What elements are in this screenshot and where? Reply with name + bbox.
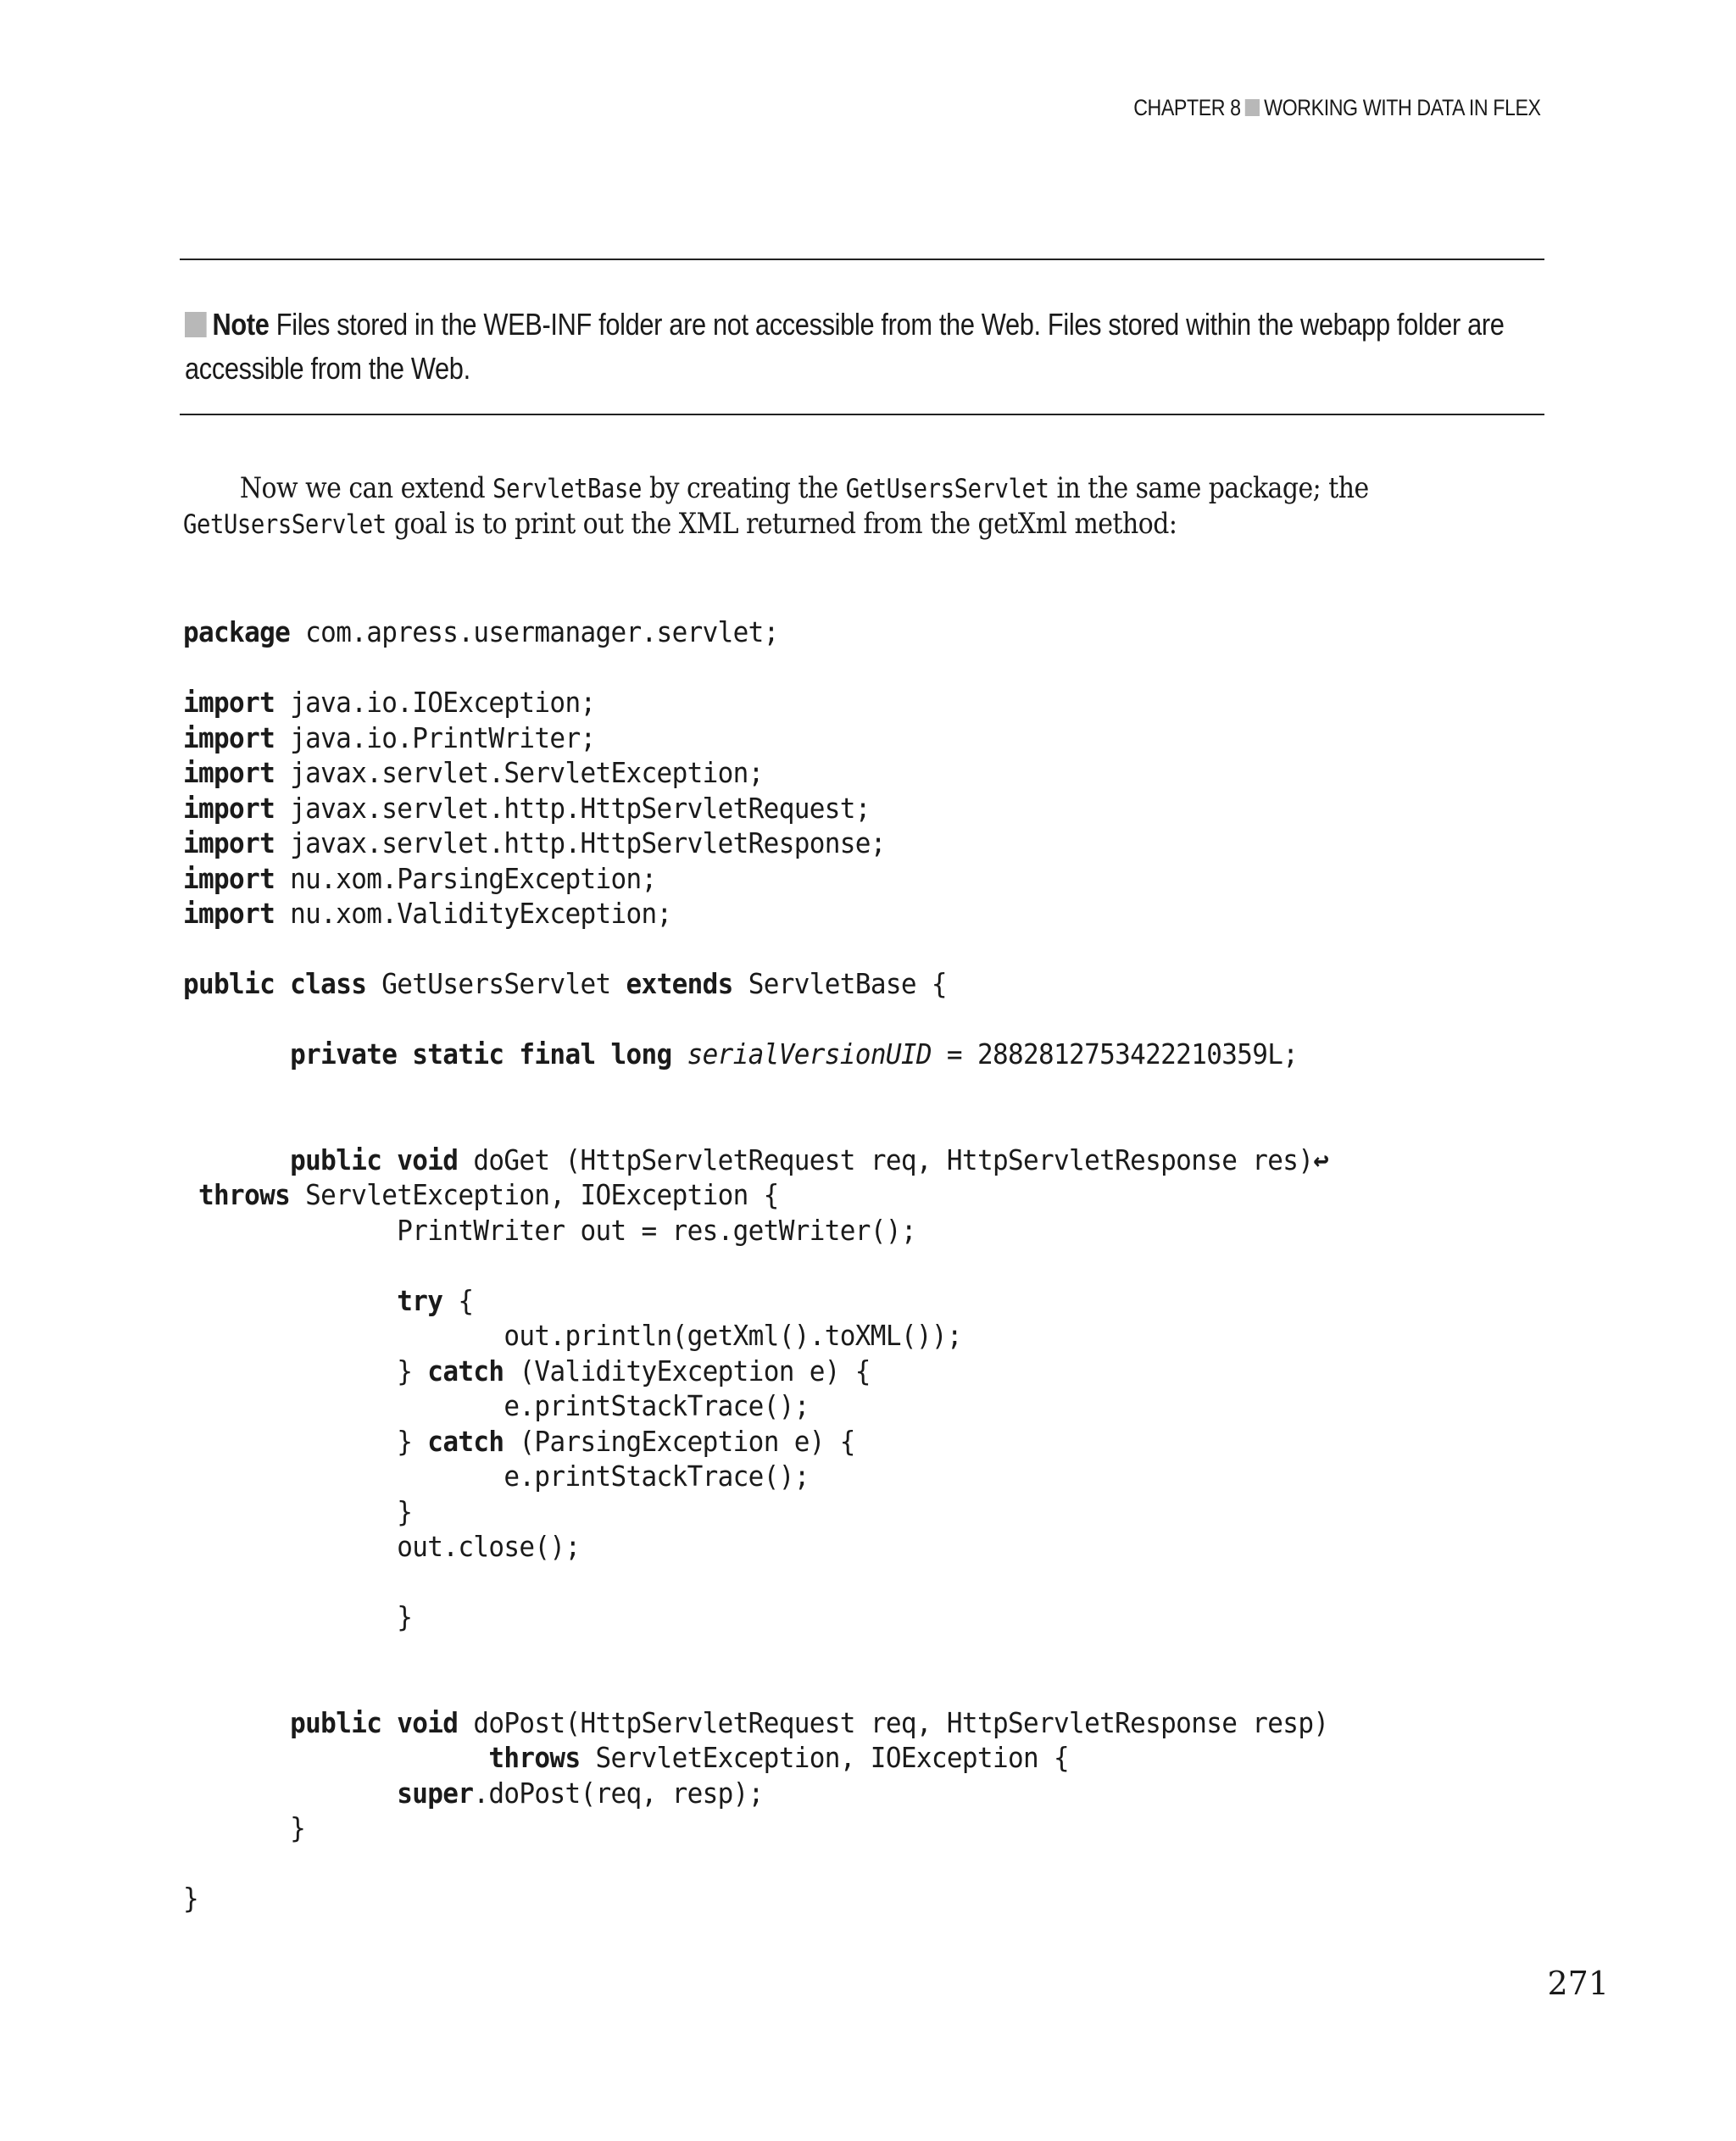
code-keyword: extends	[626, 967, 733, 1000]
code-text: e.printStackTrace();	[504, 1460, 810, 1493]
paragraph-text: Now we can extend	[239, 471, 493, 505]
code-text: (ParsingException e) {	[504, 1424, 855, 1458]
code-keyword: import	[183, 861, 275, 895]
code-text: }	[397, 1424, 428, 1458]
code-text: javax.servlet.ServletException;	[275, 756, 764, 789]
square-bullet-icon	[185, 312, 207, 337]
code-keyword: package	[183, 615, 291, 648]
inline-code: ServletBase	[492, 474, 642, 504]
code-text: ServletException, IOException {	[290, 1178, 779, 1211]
note-label: Note	[212, 307, 270, 342]
note-text	[185, 303, 1547, 391]
code-keyword: import	[183, 720, 275, 754]
code-text: GetUsersServlet	[366, 967, 626, 1000]
inline-code: GetUsersServlet	[183, 509, 387, 540]
code-text: ServletBase {	[732, 967, 947, 1000]
chapter-title: WORKING WITH DATA IN FLEX	[1264, 95, 1541, 120]
code-text: java.io.IOException;	[275, 686, 596, 719]
code-text: javax.servlet.http.HttpServletRequest;	[275, 791, 871, 825]
code-keyword: catch	[427, 1424, 504, 1458]
code-text: doGet (HttpServletRequest req, HttpServletResponse res)	[458, 1143, 1314, 1176]
code-keyword: public void	[290, 1705, 459, 1739]
code-text: }	[397, 1354, 428, 1387]
code-text: }	[183, 1882, 199, 1915]
code-text: {	[442, 1283, 474, 1317]
code-keyword: try	[397, 1283, 443, 1317]
paragraph-text: by creating the	[641, 471, 846, 505]
code-keyword: import	[183, 756, 275, 789]
code-text: out.println(getXml().toXML());	[504, 1319, 962, 1352]
code-text: }	[397, 1494, 413, 1528]
code-keyword: import	[183, 686, 275, 719]
code-keyword: catch	[427, 1354, 504, 1387]
code-text: com.apress.usermanager.servlet;	[290, 615, 779, 648]
code-keyword: private static final long	[290, 1037, 672, 1070]
code-text: PrintWriter out = res.getWriter();	[397, 1213, 916, 1247]
code-keyword: import	[183, 897, 275, 930]
code-keyword: throws	[488, 1741, 581, 1774]
code-keyword: public	[183, 967, 275, 1000]
code-keyword: class	[290, 967, 367, 1000]
page-number: 271	[1547, 1965, 1609, 2002]
code-keyword: public void	[290, 1143, 459, 1176]
code-text: = 2882812753422210359L;	[931, 1037, 1299, 1070]
code-text: .doPost(req, resp);	[473, 1776, 764, 1810]
note-box	[180, 259, 1544, 415]
code-text: out.close();	[397, 1530, 581, 1563]
code-keyword: import	[183, 826, 275, 859]
code-keyword: import	[183, 791, 275, 825]
paragraph-text: in the same package; the	[1049, 471, 1369, 505]
code-keyword: super	[397, 1776, 474, 1810]
square-bullet-icon	[1245, 99, 1260, 116]
inline-code: GetUsersServlet	[845, 474, 1049, 504]
code-text: e.printStackTrace();	[504, 1389, 810, 1422]
code-text: nu.xom.ParsingException;	[275, 861, 657, 895]
note-body: Files stored in the WEB-INF folder are not accessible from the Web. Files stored within the webapp folder are accessible from the Web.	[185, 307, 1505, 386]
body-paragraph	[183, 471, 1548, 542]
code-text: (ValidityException e) {	[504, 1354, 871, 1387]
code-listing	[183, 614, 1328, 1916]
code-text: javax.servlet.http.HttpServletResponse;	[275, 826, 886, 859]
paragraph-text: goal is to print out the XML returned from the getXml method:	[386, 507, 1177, 541]
code-text: ServletException, IOException {	[580, 1741, 1070, 1774]
code-identifier: serialVersionUID	[687, 1037, 932, 1070]
line-continuation-icon: ↩	[1313, 1143, 1329, 1176]
code-text: java.io.PrintWriter;	[275, 720, 596, 754]
chapter-number: CHAPTER 8	[1133, 95, 1242, 120]
code-text: }	[290, 1811, 306, 1844]
running-header	[1134, 95, 1541, 121]
code-text: doPost(HttpServletRequest req, HttpServletResponse resp)	[458, 1705, 1329, 1739]
code-keyword: throws	[198, 1178, 291, 1211]
code-text: nu.xom.ValidityException;	[275, 897, 672, 930]
code-text: }	[397, 1600, 413, 1633]
